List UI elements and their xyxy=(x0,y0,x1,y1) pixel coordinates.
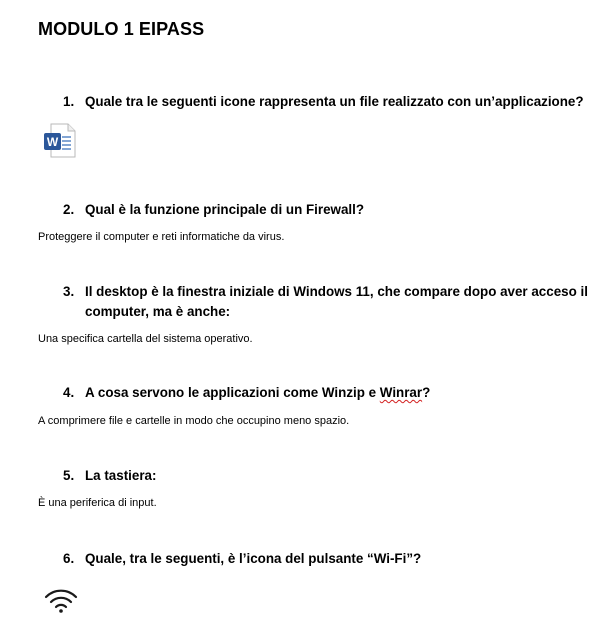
answer-4: A comprimere file e cartelle in modo che occupino meno spazio. xyxy=(38,415,350,427)
question-text: Quale, tra le seguenti, è l’icona del pulsante “Wi-Fi”? xyxy=(85,551,422,566)
question-number: 4. xyxy=(63,385,75,400)
svg-text:W: W xyxy=(46,135,59,149)
word-document-icon xyxy=(43,123,77,159)
question-number: 2. xyxy=(63,202,75,217)
answer-5: È una periferica di input. xyxy=(38,497,157,509)
question-3 xyxy=(63,282,593,322)
question-number: 6. xyxy=(63,551,75,566)
answer-3: Una specifica cartella del sistema operativo. xyxy=(38,333,253,345)
question-1 xyxy=(63,92,593,112)
question-text: Quale tra le seguenti icone rappresenta un file realizzato con un’applicazione? xyxy=(85,94,584,109)
question-text: Qual è la funzione principale di un Firewall? xyxy=(85,202,365,217)
document-title: MODULO 1 EIPASS xyxy=(38,19,205,39)
question-text: La tastiera: xyxy=(85,468,157,483)
question-text: Il desktop è la finestra iniziale di Windows 11, che compare dopo aver acceso il computer, ma è anche: xyxy=(85,284,588,319)
question-4 xyxy=(63,383,593,403)
wifi-icon xyxy=(44,588,78,614)
question-2 xyxy=(63,200,593,220)
question-6 xyxy=(63,549,593,569)
question-number: 1. xyxy=(63,94,75,109)
answer-2: Proteggere il computer e reti informatiche da virus. xyxy=(38,231,285,243)
question-text: A cosa servono le applicazioni come Winzip e Winrar? xyxy=(85,385,431,400)
question-5 xyxy=(63,466,593,486)
question-number: 5. xyxy=(63,468,75,483)
question-number: 3. xyxy=(63,284,75,299)
spellcheck-flagged-word: Winrar xyxy=(379,385,423,400)
